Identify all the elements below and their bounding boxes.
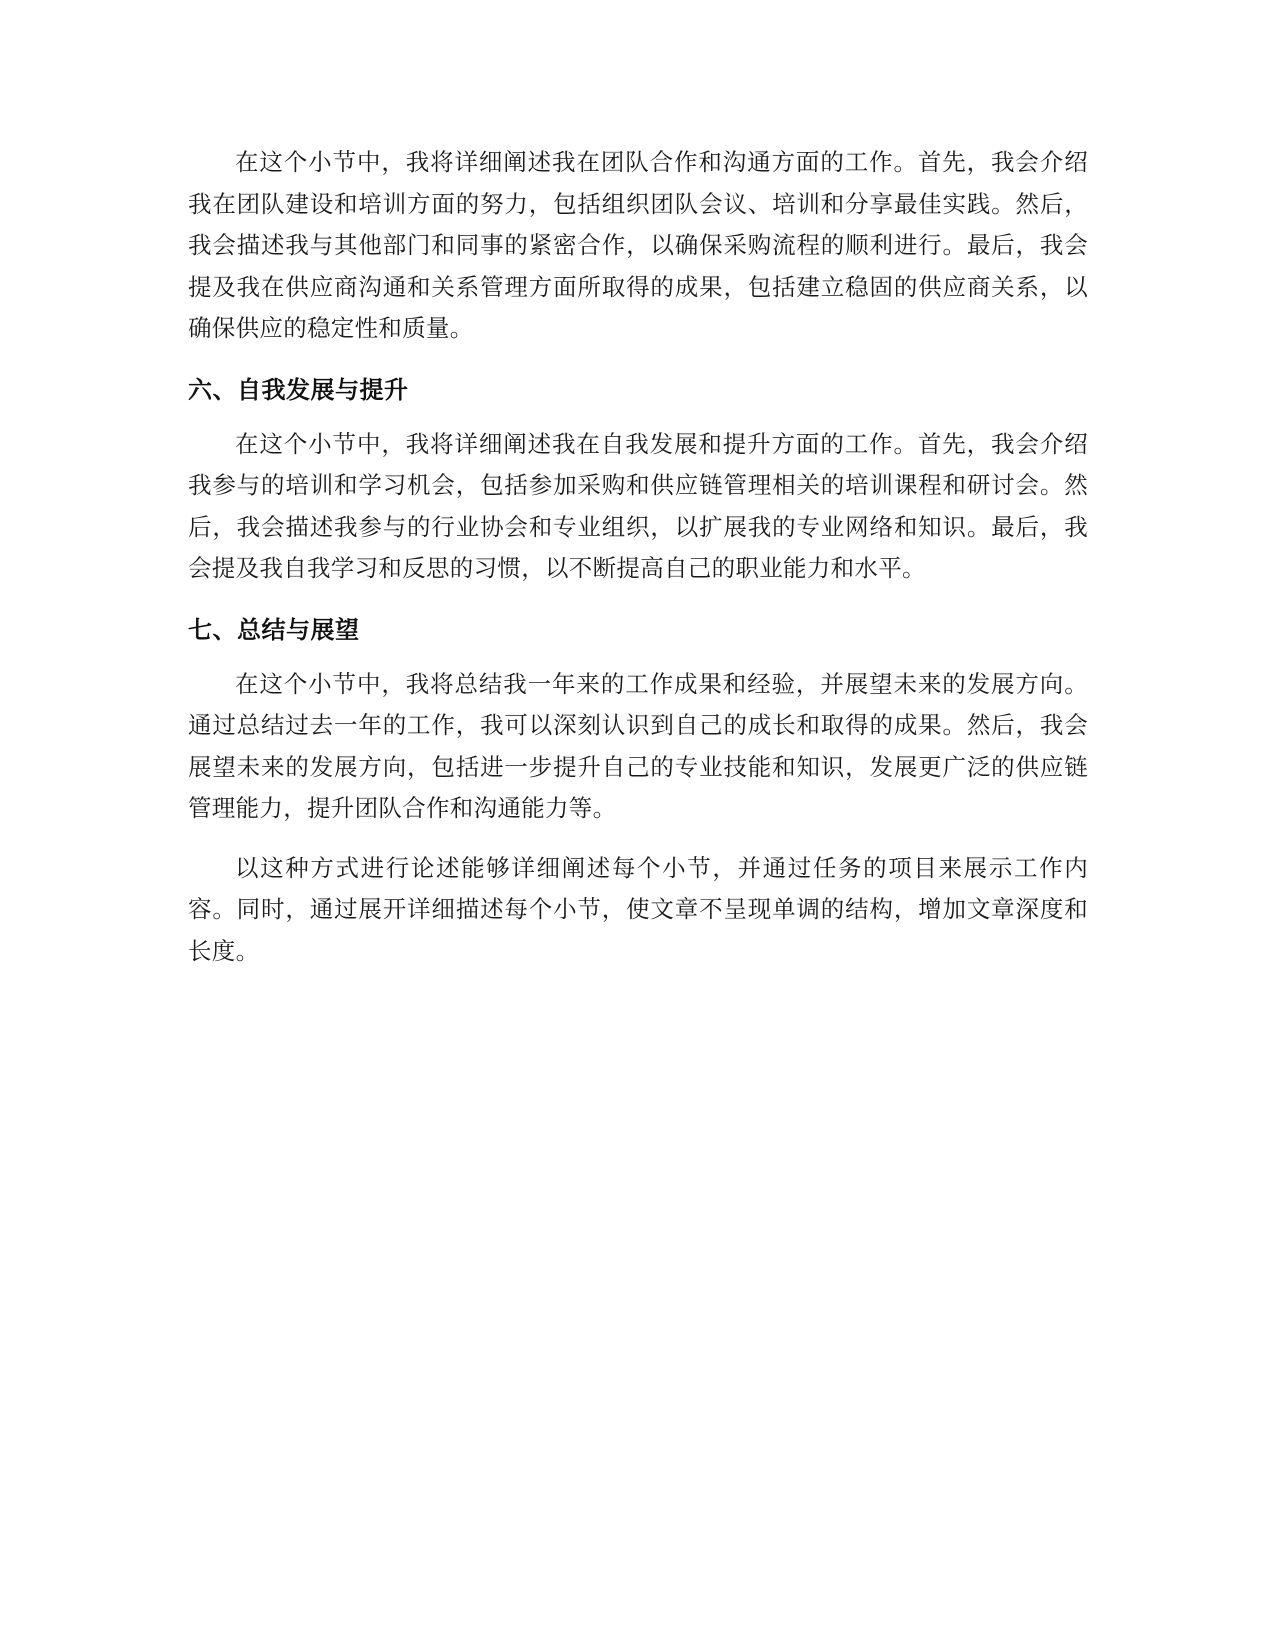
spacer bbox=[188, 406, 1088, 424]
paragraph-closing: 以这种方式进行论述能够详细阐述每个小节，并通过任务的项目来展示工作内容。同时，通过展开详细描述每个小节，使文章不呈现单调的结构，增加文章深度和长度。 bbox=[188, 853, 1088, 965]
document-body bbox=[188, 142, 1088, 972]
section-heading-self-development: 六、自我发展与提升 bbox=[188, 375, 409, 404]
spacer bbox=[188, 646, 1088, 664]
paragraph-self-development: 在这个小节中，我将详细阐述我在自我发展和提升方面的工作。首先，我会介绍我参与的培训和学习机会，包括参加采购和供应链管理相关的培训课程和研讨会。然后，我会描述我参与的行业协会和专业组织，以扩展我的专业网络和知识。最后，我会提及我自我学习和反思的习惯，以不断提高自己的职业能力和水平。 bbox=[188, 429, 1088, 582]
paragraph-summary-outlook: 在这个小节中，我将总结我一年来的工作成果和经验，并展望未来的发展方向。通过总结过去一年的工作，我可以深刻认识到自己的成长和取得的成果。然后，我会展望未来的发展方向，包括进一步提升自己的专业技能和知识，发展更广泛的供应链管理能力，提升团队合作和沟通能力等。 bbox=[188, 669, 1088, 822]
spacer bbox=[188, 350, 1088, 374]
paragraph-teamwork: 在这个小节中，我将详细阐述我在团队合作和沟通方面的工作。首先，我会介绍我在团队建设和培训方面的努力，包括组织团队会议、培训和分享最佳实践。然后，我会描述我与其他部门和同事的紧密合作，以确保采购流程的顺利进行。最后，我会提及我在供应商沟通和关系管理方面所取得的成果，包括建立稳固的供应商关系，以确保供应的稳定性和质量。 bbox=[188, 148, 1088, 342]
spacer bbox=[188, 590, 1088, 614]
section-heading-summary-outlook: 七、总结与展望 bbox=[188, 615, 360, 644]
spacer bbox=[188, 830, 1088, 848]
